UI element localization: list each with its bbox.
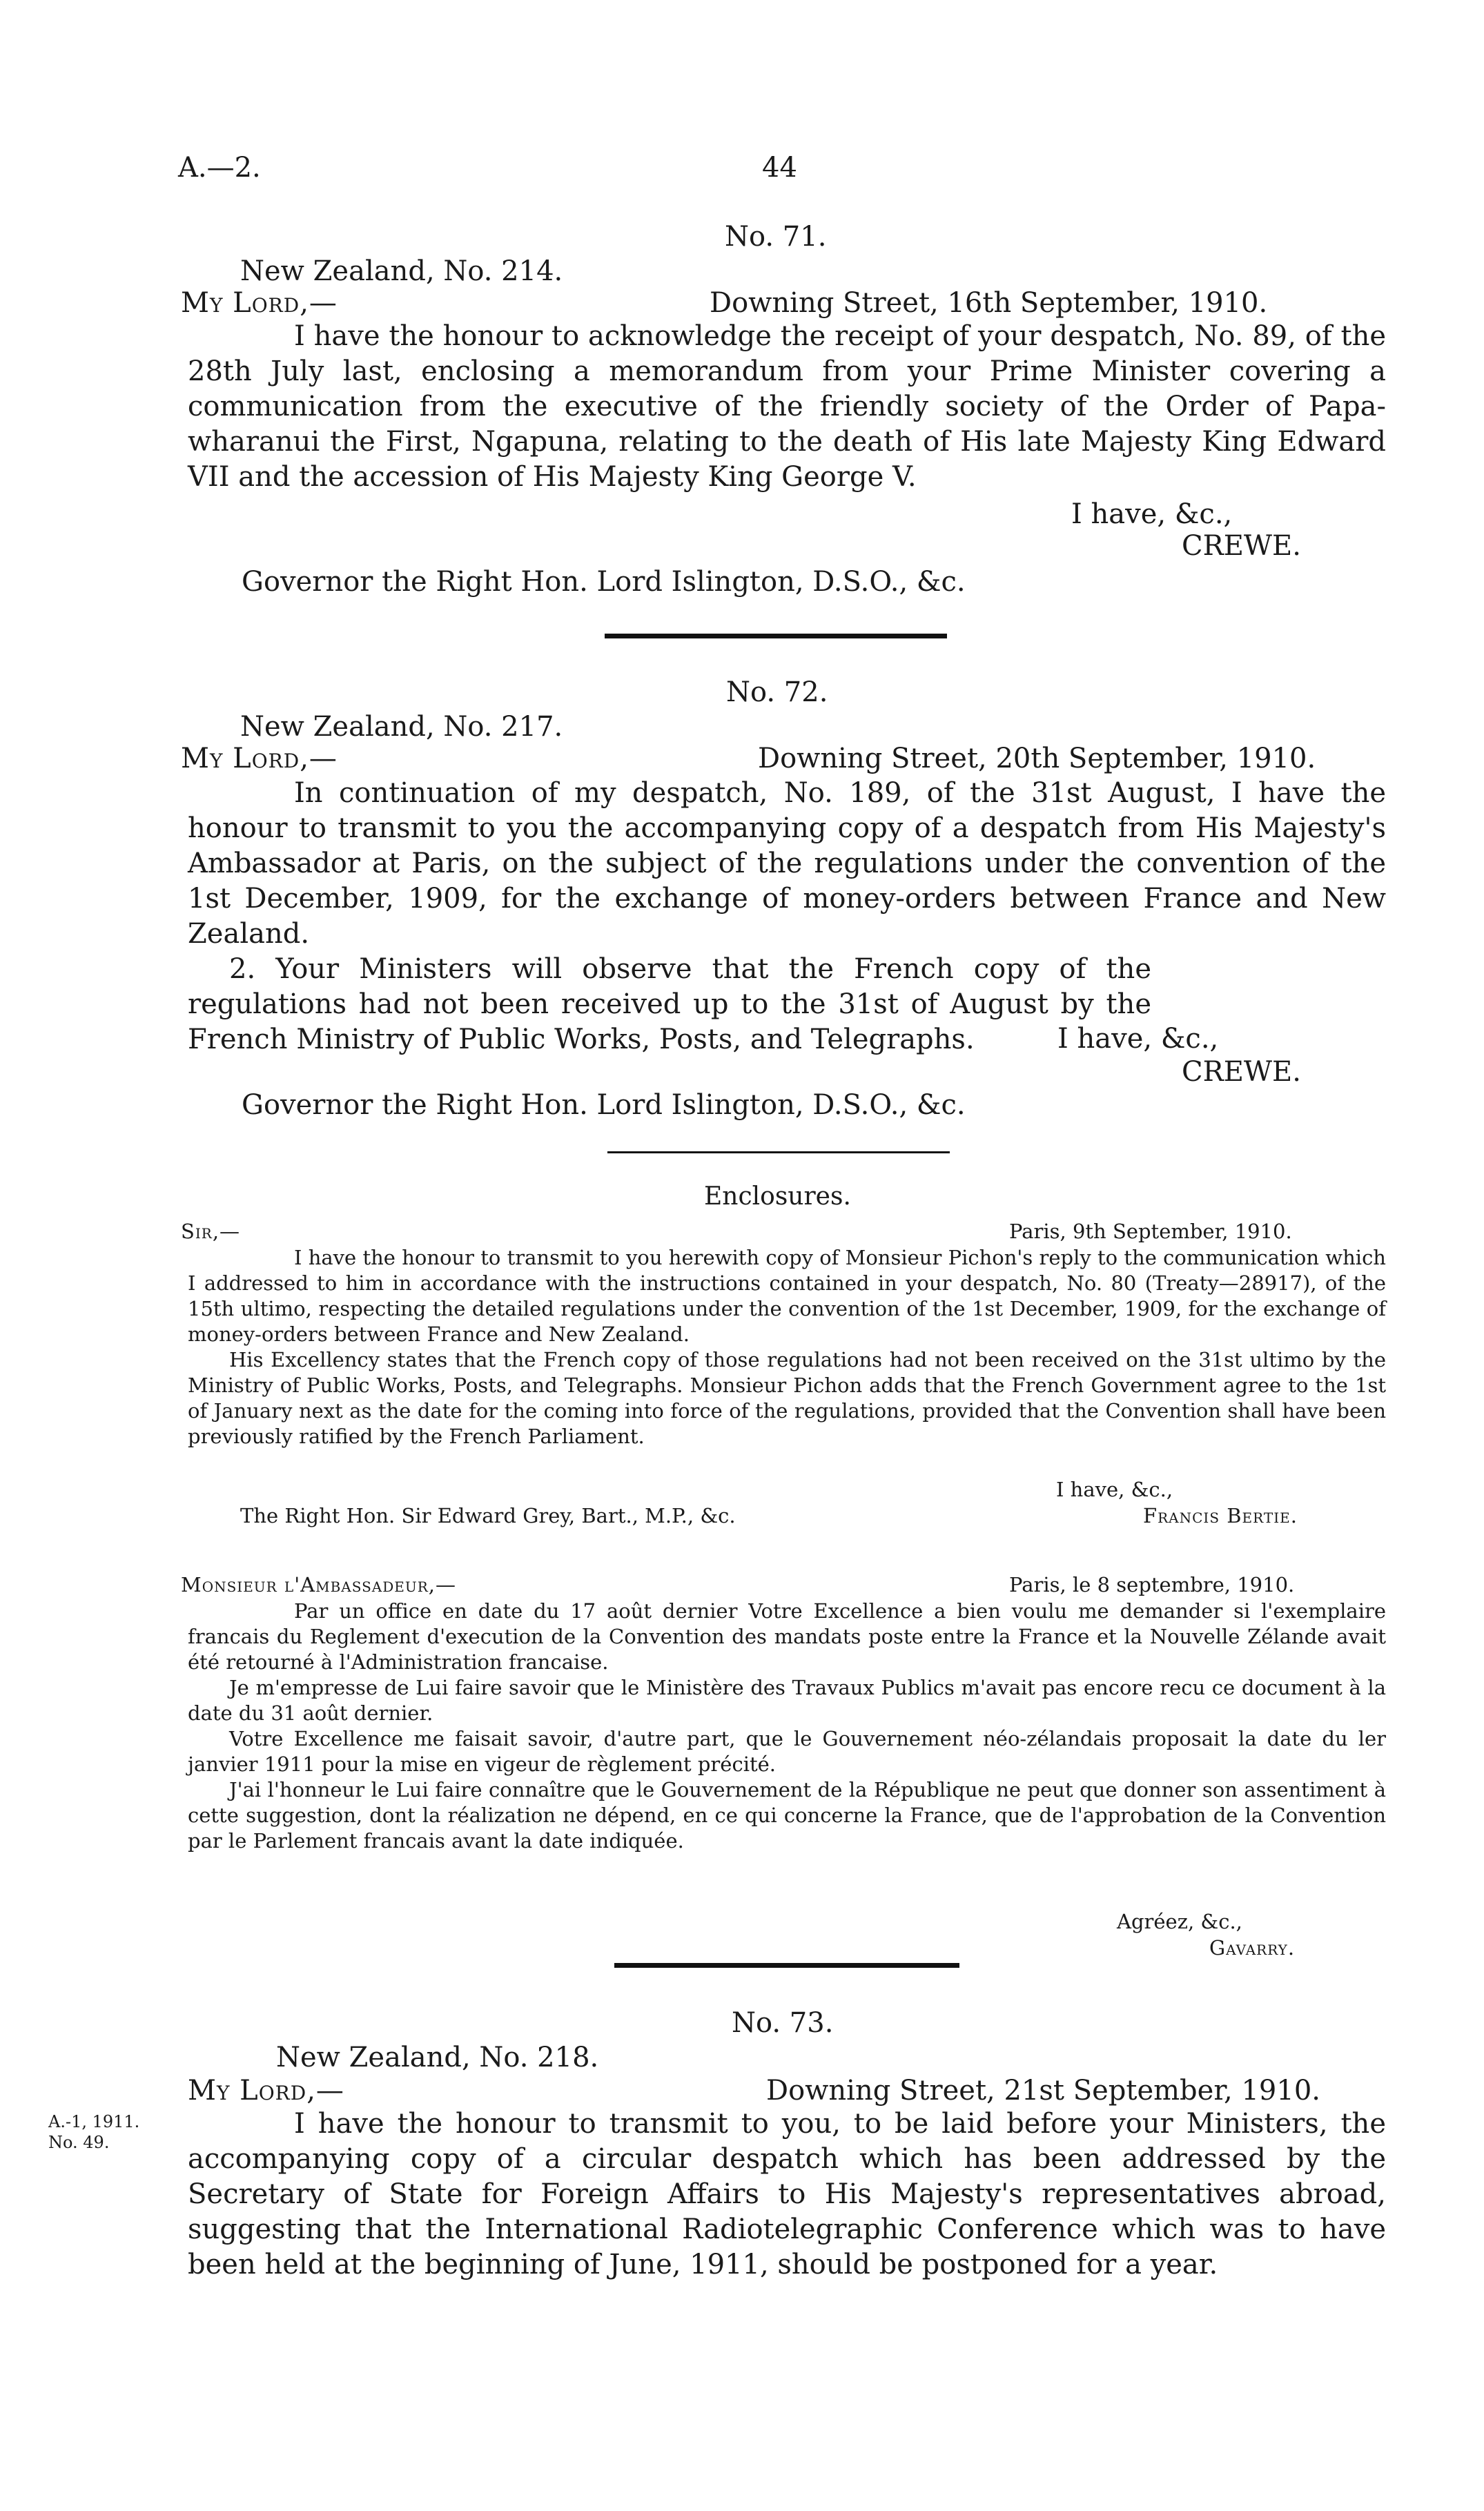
document-reference: A.—2. [178,152,261,184]
place-date: Downing Street, 20th September, 1910. [758,743,1316,774]
dispatch-reference: New Zealand, No. 218. [276,2042,599,2073]
page-number: 44 [762,152,797,184]
salutation: My Lord,— [181,743,338,774]
salutation: My Lord,— [188,2075,344,2107]
signature: CREWE. [1182,530,1301,562]
body-paragraph: I have the honour to transmit to you herewith copy of Monsieur Pichon's reply to the communication which I addressed to him in accordance with the instructions contained in your despatch, No. 80 (Treaty—28917), of the 15th ultimo, respecting the detailed regulations under the convention of the 1st December, 1909, for the exchange of money-orders between France and New Zealand. [188,1246,1386,1346]
section-divider [607,1151,950,1153]
letter-body [188,1245,1386,1449]
despatch-body [188,776,1386,1057]
enclosures-heading: Enclosures. [704,1182,851,1211]
addressee: Governor the Right Hon. Lord Islington, D.S.O., &c. [242,1089,966,1121]
despatch-number: No. 72. [726,676,828,708]
dispatch-reference: New Zealand, No. 214. [240,255,563,287]
place-date: Downing Street, 16th September, 1910. [710,287,1268,319]
body-paragraph: Je m'empresse de Lui faire savoir que le Ministère des Travaux Publics m'avait pas encore recu ce document à la date du 31 août dernier. [188,1676,1386,1725]
section-divider [605,634,947,638]
body-paragraph: J'ai l'honneur le Lui faire connaître que le Gouvernement de la République ne peut que donner son assentiment à cette suggestion, dont la réalization ne dépend, en ce qui concerne la France, que de l'approbation de la Convention par le Parlement francais avant la date indiquée. [188,1778,1386,1853]
place-date: Downing Street, 21st September, 1910. [766,2075,1320,2107]
addressee: The Right Hon. Sir Edward Grey, Bart., M.P., &c. [240,1504,736,1527]
salutation: Monsieur l'Ambassadeur,— [181,1573,457,1596]
margin-note: A.-1, 1911. [48,2112,140,2131]
dispatch-reference: New Zealand, No. 217. [240,711,563,743]
body-paragraph: Par un office en date du 17 août dernier Votre Excellence a bien voulu me demander si l'exemplaire francais du Reglement d'execution de la Convention des mandats poste entre la France et la Nouvelle Zélande avait été retourné à l'Administration francaise. [188,1599,1386,1674]
letter-body [188,1599,1386,1854]
signature: Francis Bertie. [1143,1504,1298,1527]
section-divider [614,1963,959,1968]
closing: I have, &c., [1057,1023,1219,1055]
body-paragraph: I have the honour to transmit to you, to be laid before your Ministers, the accompanying copy of a circular despatch which has been addressed by the Secretary of State for Foreign Affairs to His Majesty's representatives abroad, suggesting that the International Radiotelegraphic Conference which was to have been held at the beginning of June, 1911, should be postponed for a year. [188,2108,1386,2280]
closing: I have, &c., [1056,1478,1173,1501]
body-paragraph: In continuation of my despatch, No. 189, of the 31st August, I have the honour to transmit to you the accompanying copy of a despatch from His Majesty's Ambassador at Paris, on the subject of the regulations under the convention of the 1st December, 1909, for the exchange of money-orders between France and New Zealand. [188,777,1386,950]
salutation: My Lord,— [181,287,338,319]
closing: I have, &c., [1071,498,1233,530]
margin-note: No. 49. [48,2133,110,2152]
despatch-body [188,2107,1386,2283]
signature: CREWE. [1182,1056,1301,1088]
despatch-body [188,319,1386,495]
despatch-number: No. 73. [732,2007,834,2039]
addressee: Governor the Right Hon. Lord Islington, D.S.O., &c. [242,566,966,598]
place-date: Paris, 9th September, 1910. [1009,1220,1292,1243]
closing: Agréez, &c., [1117,1910,1242,1933]
body-paragraph: His Excellency states that the French copy of those regulations had not been received on the 31st ultimo by the Ministry of Public Works, Posts, and Telegraphs. Monsieur Pichon adds that the French Government agree to the 1st of January next as the date for the coming into force of the regulations, provided that the Convention shall have been previously ratified by the French Parliament. [188,1348,1386,1448]
despatch-number: No. 71. [725,221,827,253]
body-paragraph: Votre Excellence me faisait savoir, d'autre part, que le Gouvernement néo-zélandais proposait la date du ler janvier 1911 pour la mise en vigeur de règlement précité. [188,1727,1386,1776]
body-paragraph: I have the honour to acknowledge the receipt of your despatch, No. 89, of the 28th July last, enclosing a memorandum from your Prime Minister covering a communication from the executive of the friendly society of the Order of Papa-wharanui the First, Ngapuna, relating to the death of His late Majesty King Edward VII and the accession of His Majesty King George V. [188,320,1386,493]
salutation: Sir,— [181,1220,241,1243]
place-date: Paris, le 8 septembre, 1910. [1009,1573,1295,1596]
signature: Gavarry. [1209,1936,1296,1960]
body-paragraph: 2. Your Ministers will observe that the French copy of the regulations had not been received up to the 31st of August by the French Ministry of Public Works, Posts, and Telegraphs. [188,953,1151,1055]
